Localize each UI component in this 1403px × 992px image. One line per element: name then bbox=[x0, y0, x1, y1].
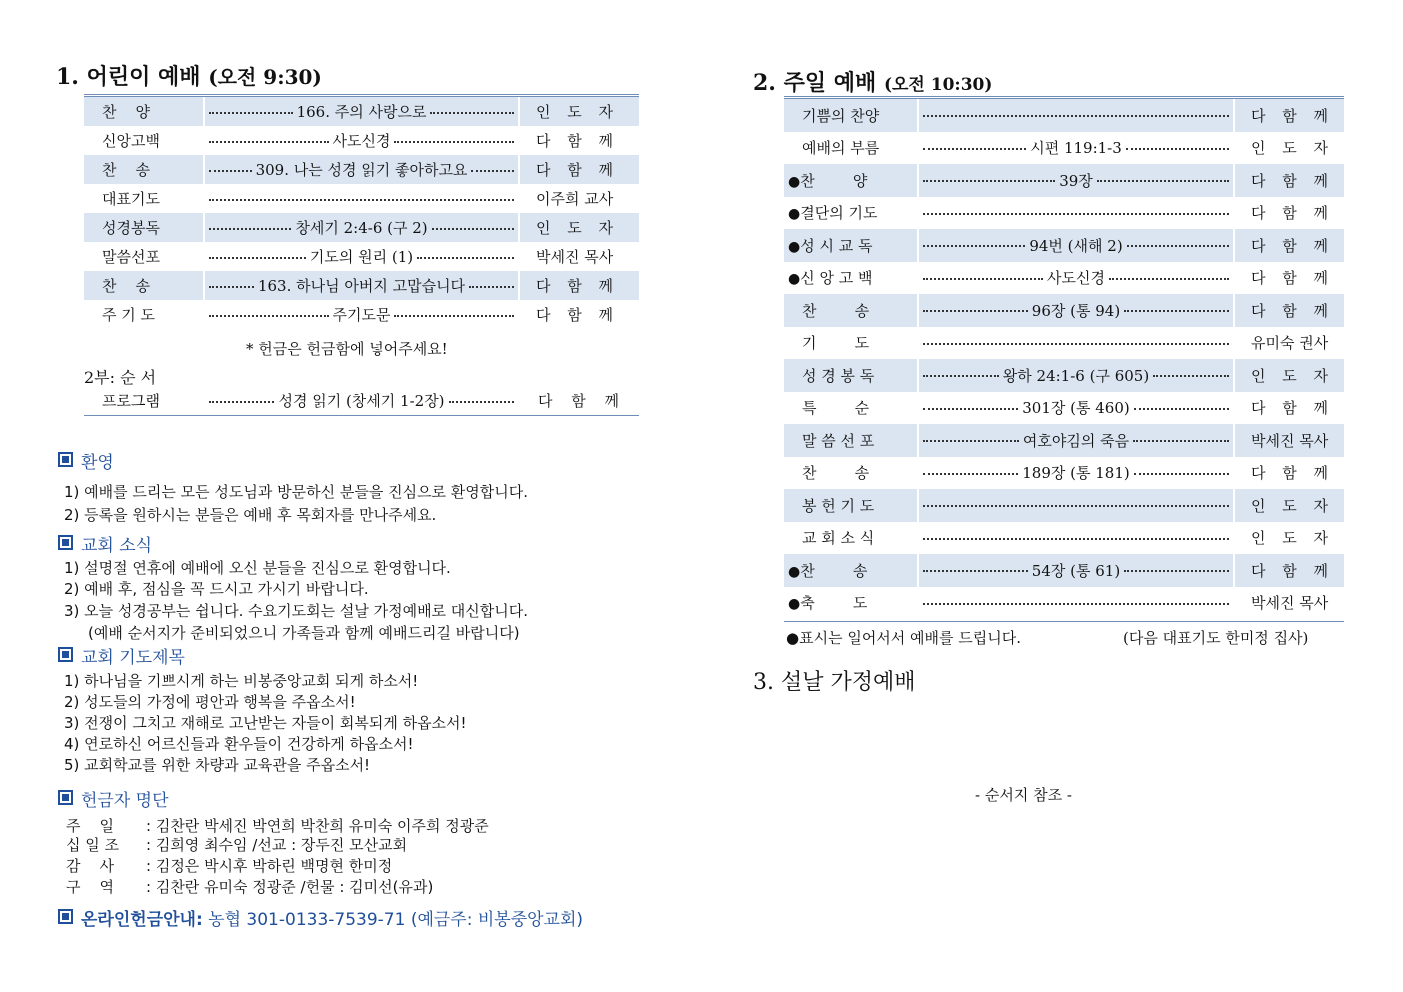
order-item: 찬 송 bbox=[102, 277, 151, 295]
order-row bbox=[84, 242, 639, 271]
order-item: 성 시 교 독 bbox=[800, 236, 873, 255]
online-heading: 온라인헌금안내: bbox=[81, 910, 203, 930]
order-item: 찬 양 bbox=[800, 171, 868, 190]
order-leader: 다 함 께 bbox=[1251, 171, 1329, 190]
stand-bullet-icon: ● bbox=[788, 238, 801, 255]
news-line-2: 2) 예배 후, 점심을 꼭 드시고 가시기 바랍니다. bbox=[64, 580, 369, 598]
order-leader: 인 도 자 bbox=[536, 103, 614, 121]
order-content: 주기도문 bbox=[332, 306, 391, 324]
donor-line-3: 감 사 : 김정은 박시후 박하린 백명현 한미정 bbox=[66, 857, 393, 875]
order-leader: 다 함 께 bbox=[1251, 269, 1329, 288]
order-item: 말 씀 선 포 bbox=[802, 431, 875, 450]
order-row bbox=[784, 392, 1344, 425]
order-row bbox=[84, 126, 639, 155]
order-row bbox=[84, 271, 639, 300]
order-leader: 인 도 자 bbox=[1251, 366, 1329, 385]
order-item: 성 경 봉 독 bbox=[802, 366, 875, 385]
order-item: 신앙고백 bbox=[102, 132, 160, 150]
order-row bbox=[784, 359, 1344, 392]
offering-note: * 헌금은 헌금함에 넣어주세요! bbox=[246, 340, 448, 358]
order-content: 96장 (통 94) bbox=[1031, 301, 1121, 320]
part2-content: 성경 읽기 (창세기 1-2장) bbox=[278, 392, 445, 410]
order-leader: 이주희 교사 bbox=[536, 190, 614, 208]
order-content: 39장 bbox=[1059, 171, 1093, 190]
sunday-worship-title: 2. 주일 예배 (오전 10:30) bbox=[753, 70, 993, 96]
prayer-line-3: 3) 전쟁이 그치고 재해로 고난받는 자들이 회복되게 하옵소서! bbox=[64, 714, 467, 732]
order-item: 축 도 bbox=[800, 594, 868, 613]
order-content: 166. 주의 사랑으로 bbox=[296, 103, 427, 121]
order-row bbox=[784, 262, 1344, 295]
order-item: 찬 송 bbox=[102, 161, 151, 179]
order-item: 찬 양 bbox=[102, 103, 151, 121]
order-row bbox=[84, 184, 639, 213]
news-line-3: 3) 오늘 성경공부는 쉽니다. 수요기도회는 설날 가정예배로 대신합니다. bbox=[64, 602, 529, 620]
stand-bullet-icon: ● bbox=[788, 596, 801, 613]
order-leader: 박세진 목사 bbox=[1251, 431, 1329, 450]
order-leader: 다 함 께 bbox=[536, 132, 614, 150]
order-item: 봉 헌 기 도 bbox=[802, 496, 875, 515]
order-row bbox=[784, 294, 1344, 327]
order-row bbox=[784, 164, 1344, 197]
order-leader: 다 함 께 bbox=[1251, 236, 1329, 255]
order-content: 기도의 원리 (1) bbox=[309, 248, 414, 266]
order-leader: 유미숙 권사 bbox=[1251, 334, 1329, 353]
order-item: 기쁨의 찬양 bbox=[802, 106, 880, 125]
order-item: 말씀선포 bbox=[102, 248, 160, 266]
new-year-worship-title: 3. 설날 가정예배 bbox=[753, 670, 916, 695]
square-bullet-icon bbox=[58, 909, 73, 924]
order-leader: 다 함 께 bbox=[1251, 399, 1329, 418]
order-row bbox=[784, 99, 1344, 132]
table-bottom-rule bbox=[784, 621, 1344, 622]
news-line-1: 1) 설명절 연휴에 예배에 오신 분들을 진심으로 환영합니다. bbox=[64, 559, 451, 577]
order-row bbox=[784, 522, 1344, 555]
stand-bullet-icon: ● bbox=[788, 563, 801, 580]
order-item: 예배의 부름 bbox=[802, 139, 880, 158]
order-row bbox=[84, 213, 639, 242]
stand-bullet-icon: ● bbox=[788, 206, 801, 223]
children-order-table bbox=[84, 97, 639, 329]
donor-line-4: 구 역 : 김찬란 유미숙 정광준 /헌물 : 김미선(유과) bbox=[66, 878, 434, 896]
square-bullet-icon bbox=[58, 647, 73, 662]
welcome-line-1: 1) 예배를 드리는 모든 성도님과 방문하신 분들을 진심으로 환영합니다. bbox=[64, 483, 529, 501]
order-content: 94번 (새해 2) bbox=[1029, 236, 1123, 255]
order-leader: 다 함 께 bbox=[536, 277, 614, 295]
order-row bbox=[784, 554, 1344, 587]
order-item: 찬 송 bbox=[802, 301, 870, 320]
order-content: 사도신경 bbox=[332, 132, 391, 150]
children-worship-title: 1. 어린이 예배 (오전 9:30) bbox=[56, 64, 322, 90]
order-item: 교 회 소 식 bbox=[802, 529, 875, 548]
order-row bbox=[784, 327, 1344, 360]
order-content: 시편 119:1-3 bbox=[1030, 139, 1122, 158]
sunday-order-table bbox=[784, 99, 1344, 619]
news-line-4: (예배 순서지가 준비되었으니 가족들과 함께 예배드리길 바랍니다) bbox=[88, 624, 520, 642]
order-leader: 인 도 자 bbox=[536, 219, 614, 237]
square-bullet-icon bbox=[58, 535, 73, 550]
order-leader: 다 함 께 bbox=[1251, 464, 1329, 483]
reference-note: - 순서지 참조 - bbox=[975, 786, 1072, 804]
order-leader: 다 함 께 bbox=[536, 161, 614, 179]
prayer-line-2: 2) 성도들의 가정에 평안과 행복을 주옵소서! bbox=[64, 693, 356, 711]
donors-heading: 헌금자 명단 bbox=[58, 786, 169, 811]
order-content: 54장 (통 61) bbox=[1031, 561, 1121, 580]
order-row bbox=[784, 424, 1344, 457]
order-leader: 인 도 자 bbox=[1251, 529, 1329, 548]
order-row bbox=[84, 155, 639, 184]
order-item: 찬 송 bbox=[802, 464, 870, 483]
donor-line-2: 십 일 조 : 김희영 최수임 /선교 : 장두진 모산교회 bbox=[66, 836, 408, 854]
prayer-line-4: 4) 연로하신 어르신들과 환우들이 건강하게 하옵소서! bbox=[64, 735, 414, 753]
stand-note: ●표시는 일어서서 예배를 드립니다. bbox=[786, 629, 1022, 647]
order-leader: 다 함 께 bbox=[1251, 106, 1329, 125]
online-offering bbox=[58, 905, 583, 930]
order-row bbox=[84, 300, 639, 329]
order-content: 301장 (통 460) bbox=[1022, 399, 1130, 418]
order-content: 사도신경 bbox=[1047, 269, 1105, 288]
order-row bbox=[784, 132, 1344, 165]
order-content: 309. 나는 성경 읽기 좋아하고요 bbox=[255, 161, 468, 179]
order-item: 대표기도 bbox=[102, 190, 160, 208]
order-item: 특 순 bbox=[802, 399, 870, 418]
order-row bbox=[784, 457, 1344, 490]
order-content: 189장 (통 181) bbox=[1022, 464, 1130, 483]
welcome-heading: 환영 bbox=[58, 448, 114, 473]
stand-bullet-icon: ● bbox=[788, 271, 801, 288]
part2-row bbox=[84, 386, 639, 415]
order-row bbox=[784, 587, 1344, 620]
prayer-line-5: 5) 교회학교를 위한 차량과 교육관을 주옵소서! bbox=[64, 756, 371, 774]
donor-line-1: 주 일 : 김찬란 박세진 박연희 박찬희 유미숙 이주희 정광준 bbox=[66, 817, 489, 835]
order-leader: 인 도 자 bbox=[1251, 139, 1329, 158]
order-item: 성경봉독 bbox=[102, 219, 160, 237]
order-leader: 박세진 목사 bbox=[1251, 594, 1329, 613]
order-leader: 다 함 께 bbox=[1251, 301, 1329, 320]
order-row bbox=[784, 489, 1344, 522]
order-row bbox=[84, 97, 639, 126]
stand-bullet-icon: ● bbox=[788, 173, 801, 190]
order-item: 주 기 도 bbox=[102, 306, 156, 324]
order-item: 찬 송 bbox=[800, 561, 868, 580]
order-item: 기 도 bbox=[802, 334, 870, 353]
order-row bbox=[784, 229, 1344, 262]
order-row bbox=[784, 197, 1344, 230]
square-bullet-icon bbox=[58, 790, 73, 805]
part2-who: 다 함 께 bbox=[538, 392, 620, 410]
order-leader: 박세진 목사 bbox=[536, 248, 614, 266]
square-bullet-icon bbox=[58, 452, 73, 467]
order-leader: 다 함 께 bbox=[1251, 561, 1329, 580]
order-content: 왕하 24:1-6 (구 605) bbox=[1002, 366, 1150, 385]
part2-item: 프로그램 bbox=[102, 392, 160, 410]
order-content: 창세기 2:4-6 (구 2) bbox=[295, 219, 428, 237]
welcome-line-2: 2) 등록을 원하시는 분들은 예배 후 목회자를 만나주세요. bbox=[64, 506, 437, 524]
part2-table bbox=[84, 386, 639, 415]
prayer-heading: 교회 기도제목 bbox=[58, 643, 185, 668]
order-item: 결단의 기도 bbox=[800, 204, 878, 223]
order-content: 163. 하나님 아버지 고맙습니다 bbox=[257, 277, 466, 295]
part2-label: 2부: 순 서 bbox=[84, 368, 157, 387]
order-leader: 다 함 께 bbox=[536, 306, 614, 324]
online-account: 농협 301-0133-7539-71 (예금주: 비봉중앙교회) bbox=[208, 910, 584, 930]
part2-rule bbox=[84, 415, 639, 416]
order-item: 신 앙 고 백 bbox=[800, 269, 873, 288]
news-heading: 교회 소식 bbox=[58, 531, 152, 556]
next-prayer-note: (다음 대표기도 한미정 집사) bbox=[1123, 629, 1309, 647]
prayer-line-1: 1) 하나님을 기쁘시게 하는 비봉중앙교회 되게 하소서! bbox=[64, 672, 419, 690]
order-leader: 다 함 께 bbox=[1251, 204, 1329, 223]
order-content: 여호야김의 죽음 bbox=[1022, 431, 1130, 450]
order-leader: 인 도 자 bbox=[1251, 496, 1329, 515]
